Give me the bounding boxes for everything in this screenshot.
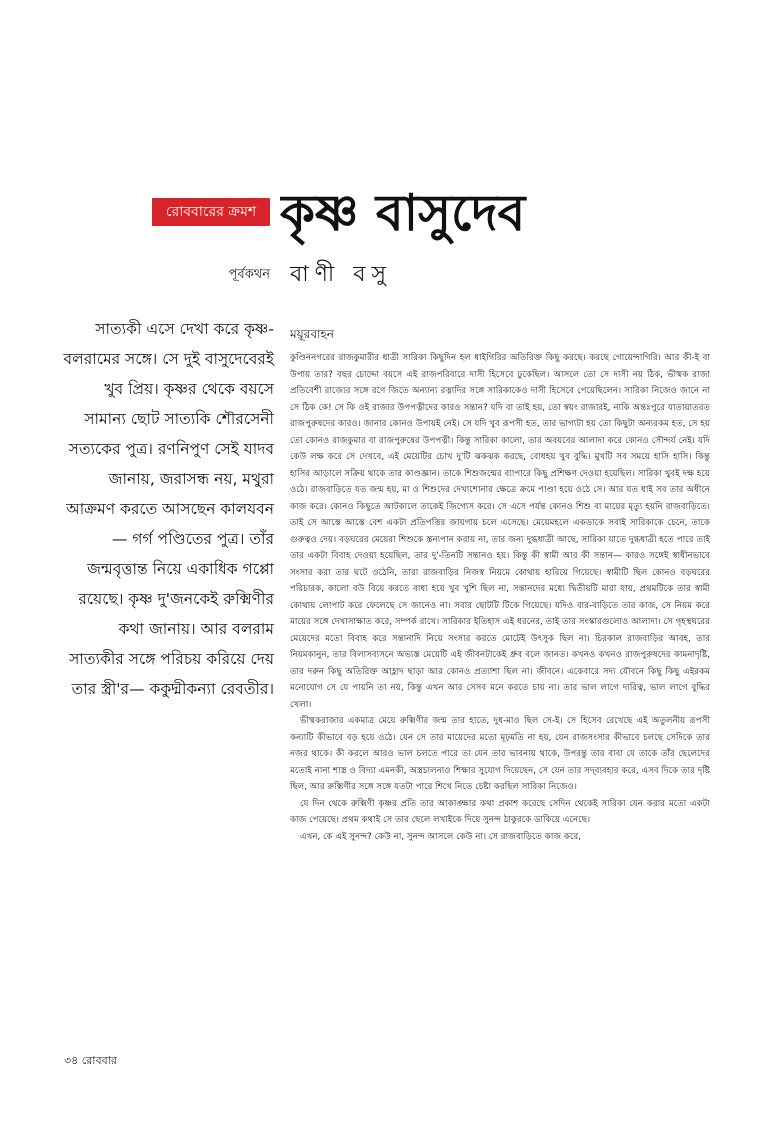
previous-summary-label: পূর্বকথন bbox=[228, 267, 270, 282]
page-title: কৃষ্ণ বাসুদেব bbox=[280, 184, 526, 242]
body-paragraph: কুণ্ডিননগরের রাজকুমারীর ধাত্রী সারিকা কিছুদিন হল ধাইগিরির অতিরিক্ত কিছু করছে। করছে গোয়েন্দাগিরি। আর কী-ই বা উপায় তার? বছর চোদ্দো বয়সে এই রাজপরিবারে দাসী হিসেবে ঢুকেছিল। আসলে তো সে দাসী নয় ঠিক, ভীষ্মক রাজা প্রতিবেশী রাজ্যের সঙ্গে রণে জিতে অন্যান্য রত্নাদির সঙ্গে সারিকাকেও দাসী হিসেবে পেয়েছিলেন। সারিকা নিজেও জানে না সে ঠিক কে! সে কি ওই রাজার উপপত্নীদের কারও সন্তান? যদি বা তাই হয়, তো স্বয়ং রাজারই, নাকি অন্তঃপুরে যাতায়াতরত রাজপুরুষদের কারও। জানার কোনও উপায়ই নেই। সে যদি খুব রূপসী হত, তার ভাগ্যটা হয় তো কিছুটা অন্যরকম হত, সে হয় তো কোনও রাজকুমার বা রাজপুরুষের উপপত্নী। কিন্তু সারিকা কালো, তার অবয়বের আলাদা করে কোনও সৌন্দর্য নেই। যদি কেউ লক্ষ করে সে দেখবে, এই মেয়েটির চোখ দু'টি ঝকঝক করছে, বোধহয় খুব বুদ্ধি। মুখটি সব সময়ে হাসি হাসি। কিন্তু হাসির আড়ালে সক্রিয় থাকে তার কাণ্ডজ্ঞান। তাকে শিশুজন্মের ব্যাপারে কিছু প্রশিক্ষণ দেওয়া হয়েছিল। সারিকা খুবই দক্ষ হয়ে ওঠে। রাজবাড়িতে যত জন্ম হয়, মা ও শিশুদের দেখাশোনার ক্ষেত্রে ক্রমে পাণ্ডা হয়ে ওঠে সে। আর যত ধাই সব তার অধীনে কাজ করে। কোনও কিছুতে আটকালে তাকেই জিগ্যেস করে। সে এসে পর্যন্ত কোনও শিশু বা মায়ের মৃত্যু হয়নি রাজবাড়িতে। তাই সে আস্তে আস্তে বেশ একটা প্রতিপত্তির জায়গায় চলে এসেছে। মেয়েমহলে একডাকে সবাই সারিকাকে চেনে, তাকে গুরুত্বও দেয়। বড়ঘরের মেয়েরা শিশুকে স্তন্যপান করায় না, তার জন্য দুগ্ধধাত্রী আছে, সারিকা যাতে দুগ্ধধাত্রী হতে পারে তাই তার একটা বিবাহ দেওয়া হয়েছিল, তার দু'-তিনটি সন্তানও হয়। কিন্তু কী স্বামী আর কী সন্তান— কারও সঙ্গেই স্বাধীনভাবে সংসার করা তার ঘটে ওঠেনি, তারা রাজবাড়ির নিজস্ব নিয়মে কোথায় হারিয়ে গিয়েছে। স্বামীটি ছিল কোনও বড়ঘরের পরিচারক, কালো বউ বিয়ে করতে বাধ্য হয়ে খুব খুশি ছিল না, সন্তানদের মধ্যে দ্বিতীয়টি মারা যায়, প্রথমটিকে তার স্বামী কোথায় লোপাট করে ফেলেছে সে জানেও না। সবার ছোটটি টিকে গিয়েছে। যদিও বার-বাড়িতে তার কাজ, সে নিয়ম করে মায়ের সঙ্গে দেখাসাক্ষাত করে, সম্পর্ক রাখে। সারিকার ইতিহাস এই ধরনের, তাই তার সংস্কারগুলোও আলাদা। সে গৃহস্থঘরের মেয়েদের মতো বিবাহ করে সন্তানাদি নিয়ে সংসার করতে মোটেই উৎসুক ছিল না। চিরকাল রাজবাড়ির আবহ, তার নিয়মকানুন, তার বিলাসব্যসনে অভ্যস্ত মেয়েটি এই জীবনটাকেই ধ্রুব বলে জানত। কখনও কখনও রাজপুরুষদের কামনাদৃষ্টি, তার দরুন কিছু অতিরিক্ত আহ্লাদ ছাড়া আর কোনও প্রত্যাশা ছিল না। জীবনে। একেবারে সদ্য যৌবনে কিছু কিছু এইরকম মনোযোগ সে যে পায়নি তা নয়, কিন্তু এখন আর সেসব মনে করতে চায় না। তার ভাল লাগে দারিত্ব, ভাল লাগে বুদ্ধির খেলা। bbox=[290, 353, 710, 710]
author-name: বাণী বসু bbox=[290, 262, 392, 287]
chapter-title: ময়ূরবাহন bbox=[290, 327, 334, 341]
recap-summary: সাত্যকী এসে দেখা করে কৃষ্ণ-বলরামের সঙ্গে। সে দুই বাসুদেবেরই খুব প্রিয়। কৃষ্ণর থেকে বয়সে সামান্য ছোট সাত্যকি শৌরসেনী সত্যকের পুত্র। রণনিপুণ সেই যাদব জানায়, জরাসন্ধ নয়, মথুরা আক্রমণ করতে আসছেন কালযবন— গর্গ পণ্ডিতের পুত্র। তাঁর জন্মবৃত্তান্ত নিয়ে একাধিক গপ্পো রয়েছে। কৃষ্ণ দু'জনকেই রুক্মিণীর কথা জানায়। আর বলরাম সাত্যকীর সঙ্গে পরিচয় করিয়ে দেয় তার স্ত্রী'র— ককুদ্মীকন্যা রেবতীর। bbox=[63, 320, 274, 698]
page-folio: ৩৪ রোববার bbox=[64, 1054, 117, 1067]
body-paragraph: ভীষ্মকরাজার একমাত্র মেয়ে রুক্মিণীর জন্ম তার হাতে, দুধ-মাও ছিল সে-ই। সে হিসেব রেখেছে এই অতুলনীয় রূপসী কন্যাটি কীভাবে বড় হয়ে ওঠে। যেন সে তার মায়েদের মতো মূঢ়মতি না হয়, যেন রাজসংসার কীভাবে চলছে সেদিকে তার নজর থাকে। কী করলে আরও ভাল চলতে পারে তা যেন তার ভাবনায় থাকে, উপরন্তু তার বাবা যে তাকে তাঁর ছেলেদের মতোই নানা শাস্ত্র ও বিদ্যা এমনকী, অস্ত্রচালনাও শিক্ষার সুযোগ দিয়েছেন, সে যেন তার সদ্‌ব্যবহার করে, এসব দিকে তার দৃষ্টি ছিল, আর রুক্মিণীর সঙ্গে সঙ্গে যতটা পারে শিখে নিতে চেষ্টা করছিল সারিকা নিজেও। bbox=[290, 716, 710, 792]
series-badge: রোববারের ক্রমশ bbox=[152, 198, 270, 226]
body-paragraph: যে দিন থেকে রুক্মিণী কৃষ্ণর প্রতি তার আকাঙ্ক্ষার কথা প্রকাশ করেছে সেদিন থেকেই সারিকা যেন করার মতো একটা কাজ পেয়েছে। প্রথম কথাই সে তার ছেলে লখাইকে দিয়ে সুনন্দ ঠাকুরকে ডাকিয়ে এনেছে। bbox=[290, 798, 710, 825]
article-body bbox=[290, 350, 710, 1050]
body-paragraph: এখন, কে এই সুনন্দ? কেউ না, সুনন্দ আসলে কেউ না। সে রাজবাড়িতে কাজ করে, bbox=[300, 831, 582, 842]
